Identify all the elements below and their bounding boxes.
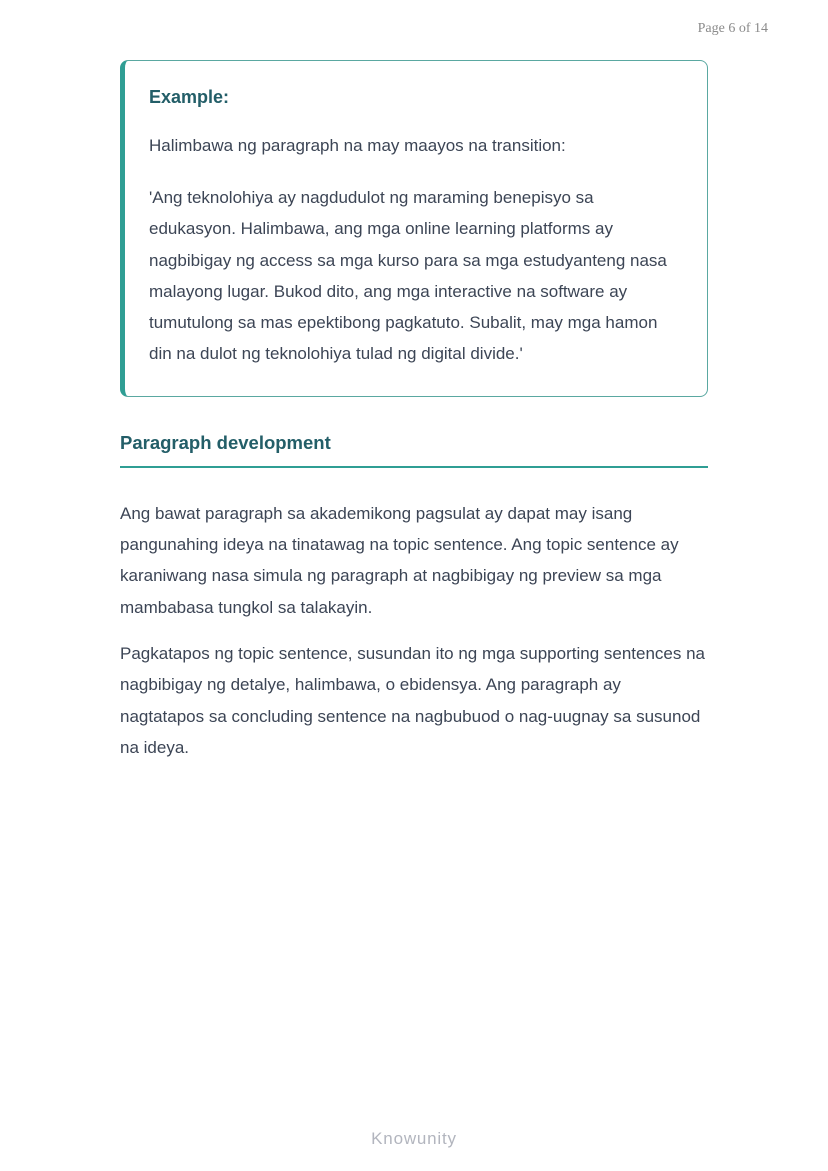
example-callout-box bbox=[120, 60, 708, 397]
example-box-quote: 'Ang teknolohiya ay nagdudulot ng maraming benepisyo sa edukasyon. Halimbawa, ang mga online learning platforms ay nagbibigay ng access sa mga kurso para sa mga estudyanteng nasa malayong lugar. Bukod dito, ang mga interactive na software ay tumutulong sa mas epektibong pagkatuto. Subalit, may mga hamon din na dulot ng teknolohiya tulad ng digital divide.' bbox=[149, 188, 667, 364]
document-content bbox=[120, 0, 708, 763]
section-heading-paragraph-development: Paragraph development bbox=[120, 431, 708, 468]
footer-brand-watermark: Knowunity bbox=[371, 1129, 457, 1148]
example-box-intro: Halimbawa ng paragraph na may maayos na transition: bbox=[149, 136, 566, 155]
body-paragraph-supporting-sentences: Pagkatapos ng topic sentence, susundan ito ng mga supporting sentences na nagbibigay ng detalye, halimbawa, o ebidensya. Ang paragraph ay nagtatapos sa concluding sentence na nagbubuod o nag-uugnay sa susunod na ideya. bbox=[120, 643, 706, 757]
page-indicator: Page 6 of 14 bbox=[697, 21, 768, 36]
example-box-title: Example: bbox=[149, 87, 230, 107]
body-paragraph-topic-sentence: Ang bawat paragraph sa akademikong pagsulat ay dapat may isang pangunahing ideya na tinatawag na topic sentence. Ang topic sentence ay karaniwang nasa simula ng paragraph at nagbibigay ng preview sa mga mambabasa tungkol sa talakayin. bbox=[120, 503, 679, 617]
